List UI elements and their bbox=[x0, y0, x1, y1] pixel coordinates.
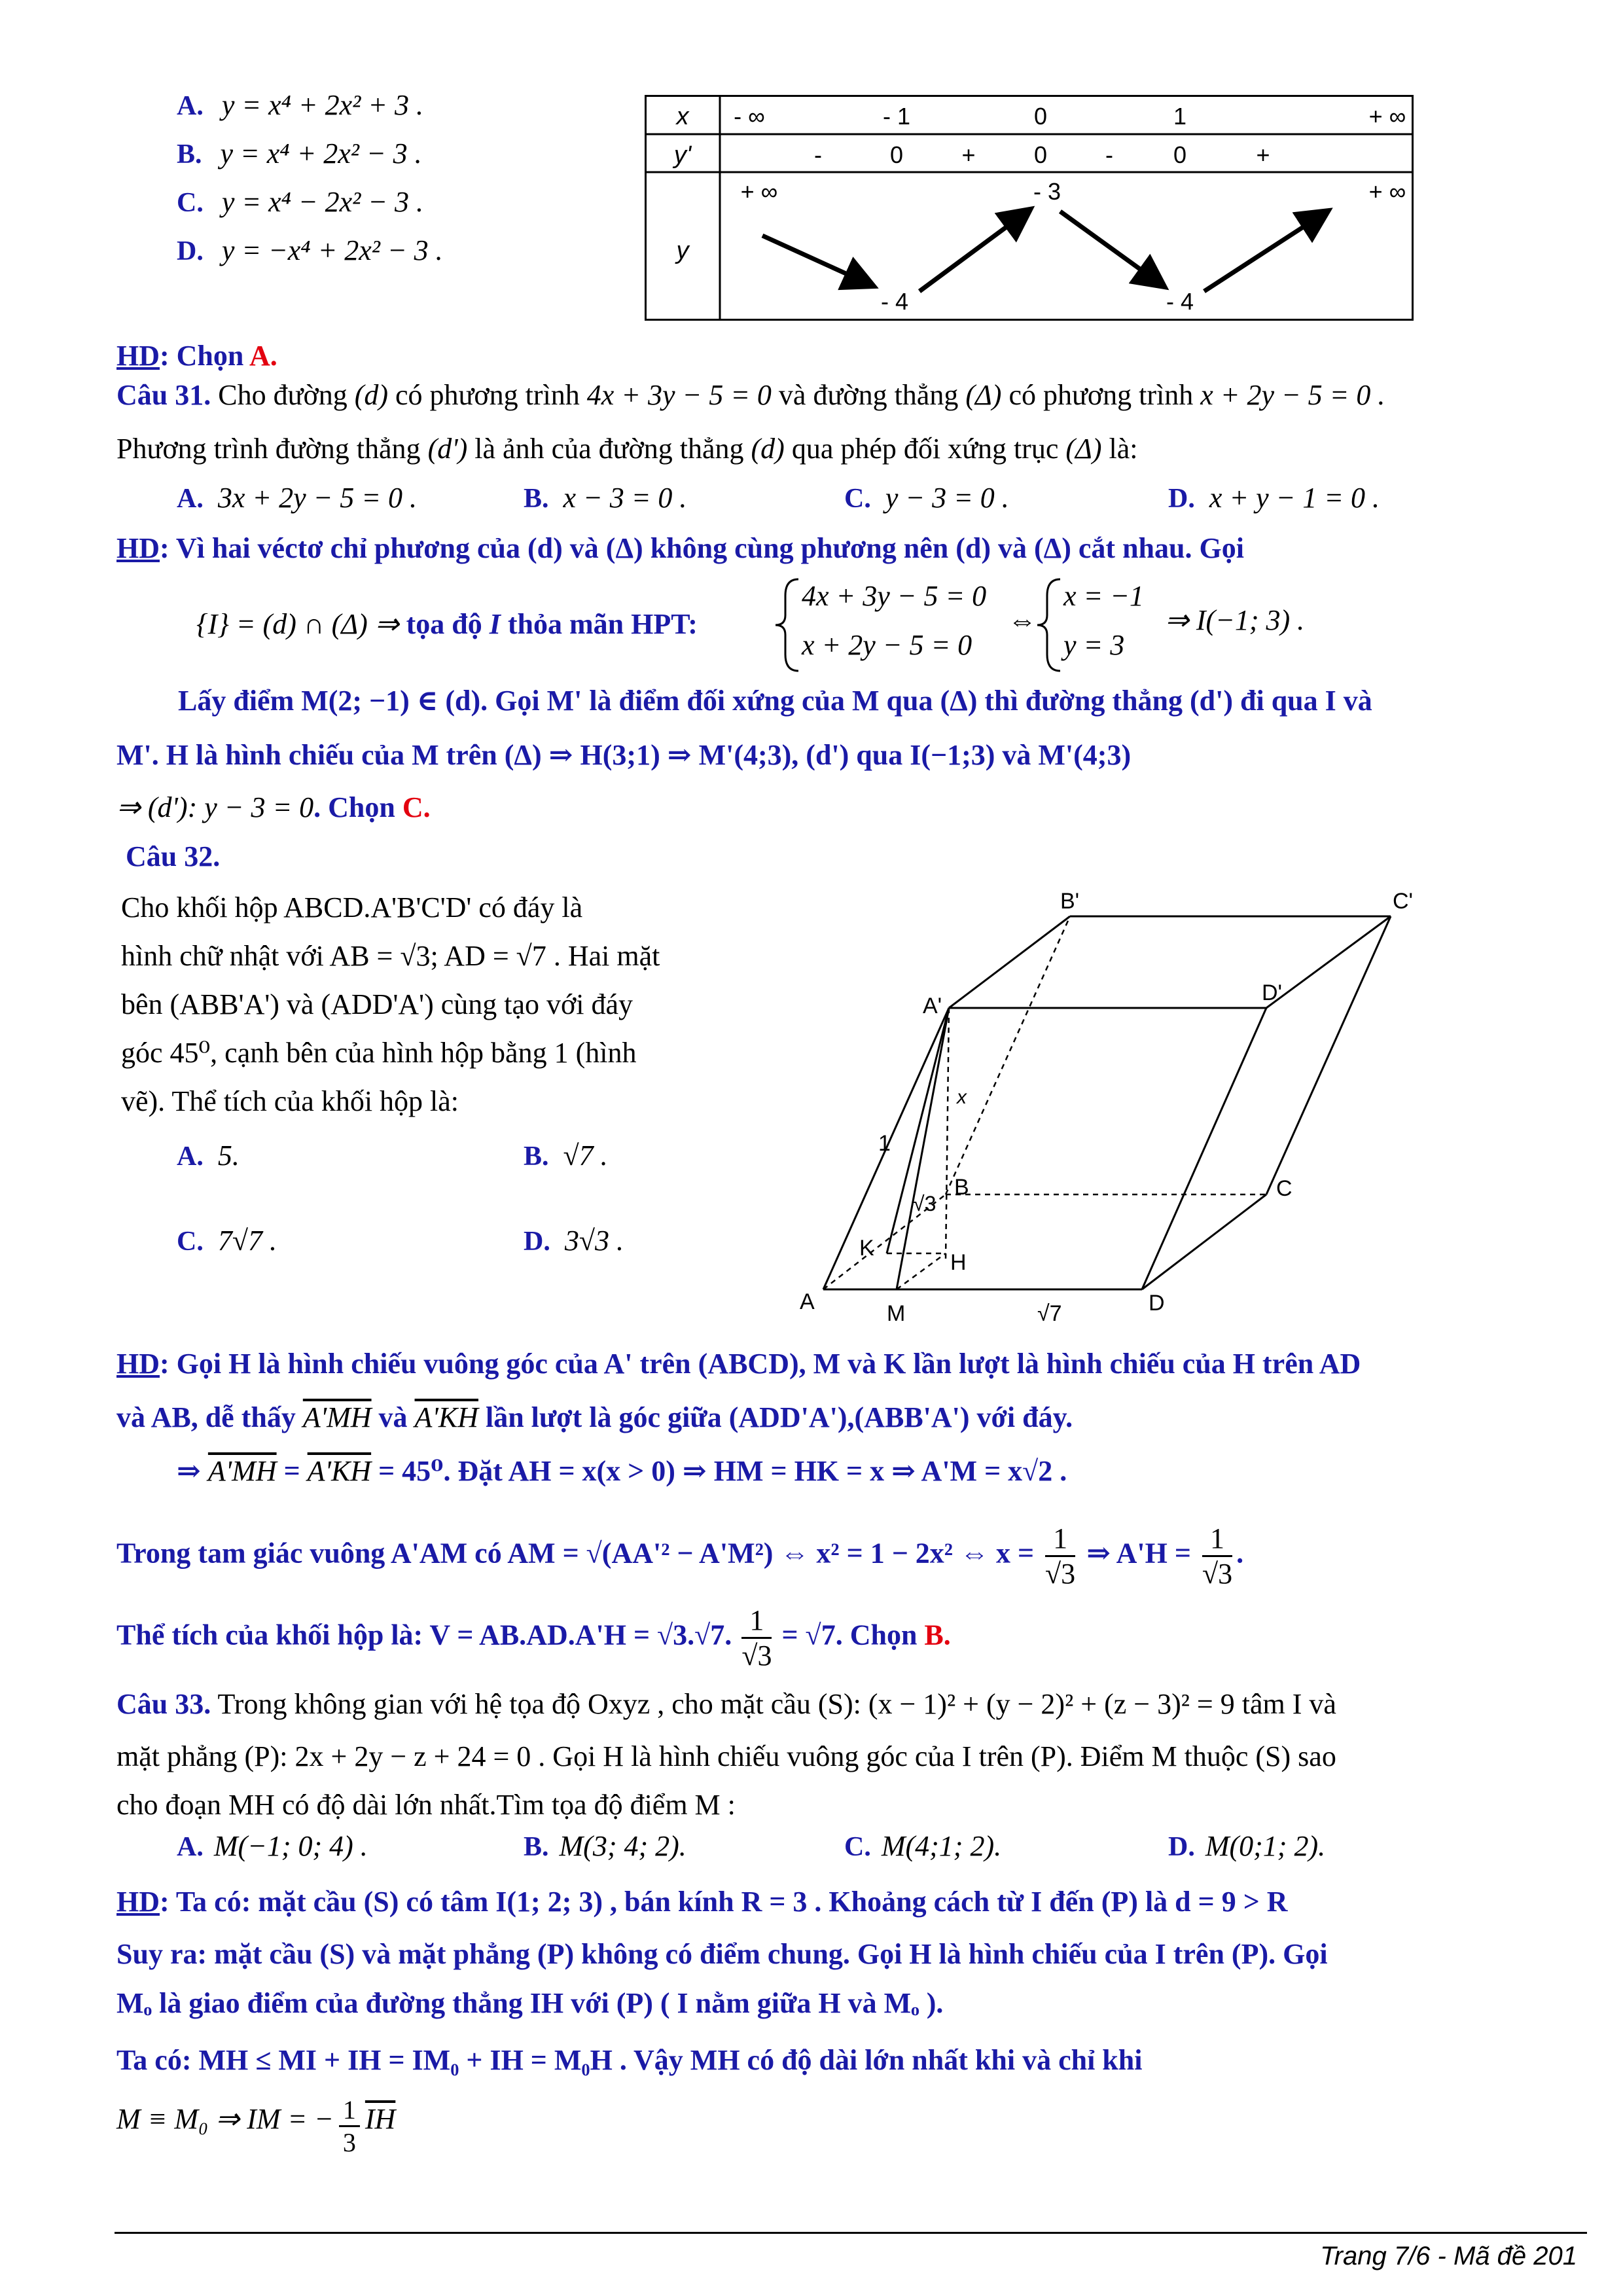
q33-hd-line5: M ≡ M₀ ⇒ IM = − $\frac{1}{3}$ $\overline{IH}$ bbox=[116, 2095, 396, 2157]
q30-option-d: D. y = −x⁴ + 2x² − 3 . bbox=[177, 234, 443, 266]
fig-label-one: 1 bbox=[878, 1131, 891, 1156]
fig-label-b-prime: B' bbox=[1060, 889, 1080, 914]
q33-hd-line4: Ta có: MH ≤ MI + IH = IM₀ + IH = M₀H . Vậy MH có độ dài lớn nhất khi và chỉ khi bbox=[116, 2044, 1143, 2076]
system-res1: x = −1 bbox=[1063, 580, 1144, 612]
q30-option-c: C. y = x⁴ − 2x² − 3 . bbox=[177, 186, 423, 218]
q32-title: Câu 32. bbox=[126, 840, 221, 872]
q32-option-a: A. 5. bbox=[177, 1139, 240, 1172]
q32-stem-line: góc 45⁰, cạnh bên của hình hộp bằng 1 (hình bbox=[121, 1037, 637, 1069]
q33-option-a: A. M(−1; 0; 4) . bbox=[177, 1830, 368, 1862]
fig-label-c: C bbox=[1276, 1176, 1293, 1201]
q32-stem-line: vẽ). Thể tích của khối hộp là: bbox=[121, 1085, 459, 1117]
q31-option-d: D. x + y − 1 = 0 . bbox=[1168, 482, 1380, 514]
system-res2: y = 3 bbox=[1063, 629, 1125, 661]
arrow-down bbox=[1060, 211, 1162, 285]
q33-hd-line1: HD: Ta có: mặt cầu (S) có tâm I(1; 2; 3) , bán kính R = 3 . Khoảng cách từ I đến (P) là d = 9 > R bbox=[116, 1886, 1288, 1918]
q33-option-b: B. M(3; 4; 2). bbox=[524, 1830, 687, 1862]
fig-label-d-prime: D' bbox=[1262, 980, 1283, 1005]
fig-label-a-prime: A' bbox=[923, 994, 942, 1018]
system-result: ⇒ I(−1; 3) . bbox=[1165, 604, 1305, 636]
q33-line1: Câu 33. Trong không gian với hệ tọa độ Oxyz , cho mặt cầu (S): (x − 1)² + (y − 2)² + (z − 3)² = 9 tâm I và bbox=[116, 1688, 1336, 1720]
fig-label-sqrt3: √3 bbox=[913, 1192, 936, 1215]
q32-hd-line5: Thể tích của khối hộp là: V = AB.AD.A'H = √3.√7. $\frac{1}{√3}$ = √7. Chọn B. bbox=[116, 1604, 951, 1672]
fig-label-a: A bbox=[800, 1289, 815, 1314]
q31-hd-line1: HD: Vì hai véctơ chỉ phương của (d) và (Δ) không cùng phương nên (d) và (Δ) cắt nhau. Gọi bbox=[116, 532, 1244, 564]
x-val: - 1 bbox=[882, 103, 911, 130]
yp-val: 0 bbox=[1033, 141, 1048, 168]
x-val: - ∞ bbox=[734, 103, 765, 130]
q30-option-b: B. y = x⁴ + 2x² − 3 . bbox=[177, 137, 422, 170]
q30-hd: HD: Chọn A. bbox=[116, 340, 277, 372]
table-y-label: y bbox=[676, 237, 689, 264]
q32-stem-line: hình chữ nhật với AB = √3; AD = √7 . Hai mặt bbox=[121, 940, 660, 972]
y-bottom-val: - 4 bbox=[880, 288, 909, 315]
q31-hd-line5: ⇒ (d'): y − 3 = 0. Chọn C. bbox=[116, 791, 431, 823]
footer-divider bbox=[115, 2232, 1587, 2234]
q33-line2: mặt phẳng (P): 2x + 2y − z + 24 = 0 . Gọi H là hình chiếu vuông góc của I trên (P). Điểm M thuộc (S) sao bbox=[116, 1740, 1336, 1772]
fig-label-k: K bbox=[859, 1236, 874, 1261]
y-top-val: + ∞ bbox=[740, 178, 778, 205]
y-top-val: + ∞ bbox=[1368, 178, 1406, 205]
q31-hd-line4: M'. H là hình chiếu của M trên (Δ) ⇒ H(3;1) ⇒ M'(4;3), (d') qua I(−1;3) và M'(4;3) bbox=[116, 739, 1132, 771]
fig-label-h: H bbox=[950, 1250, 967, 1275]
fraction: $\frac{1}{√3}$ bbox=[1202, 1522, 1233, 1590]
fig-label-b: B bbox=[954, 1175, 969, 1200]
q32-stem-line: Cho khối hộp ABCD.A'B'C'D' có đáy là bbox=[121, 891, 583, 924]
fraction: $\frac{1}{√3}$ bbox=[741, 1604, 772, 1672]
q32-hd-line4: Trong tam giác vuông A'AM có AM = √(AA'² − A'M²) ⇔ x² = 1 − 2x² ⇔ x = $\frac{1}{√3}$ ⇒ A'H = $\frac{1}{√3}$ . bbox=[116, 1522, 1244, 1590]
q32-stem-line: bên (ABB'A') và (ADD'A') cùng tạo với đáy bbox=[121, 988, 633, 1020]
q32-option-b: B. √7 . bbox=[524, 1139, 608, 1172]
q32-hd-line3: ⇒ A'MH = A'KH = 45⁰. Đặt AH = x(x > 0) ⇒ HM = HK = x ⇒ A'M = x√2 . bbox=[177, 1455, 1067, 1487]
q32-option-d: D. 3√3 . bbox=[524, 1225, 624, 1257]
variation-table bbox=[645, 95, 1414, 321]
fraction: $\frac{1}{3}$ bbox=[339, 2094, 360, 2158]
q33-option-c: C. M(4;1; 2). bbox=[844, 1830, 1002, 1862]
arrow-up bbox=[1204, 213, 1325, 291]
page-footer: Trang 7/6 - Mã đề 201 bbox=[1320, 2242, 1577, 2270]
x-val: 0 bbox=[1033, 103, 1048, 130]
q32-stem bbox=[121, 884, 660, 1126]
y-bottom-val: - 4 bbox=[1166, 288, 1194, 315]
arrow-up bbox=[919, 211, 1027, 291]
q31-line2: Phương trình đường thẳng (d') là ảnh của đường thẳng (d) qua phép đối xứng trục (Δ) là: bbox=[116, 433, 1138, 465]
q30-option-a: A. y = x⁴ + 2x² + 3 . bbox=[177, 89, 423, 121]
fig-label-sqrt7: √7 bbox=[1037, 1301, 1062, 1326]
yp-val: - bbox=[1105, 141, 1113, 168]
q31-option-c: C. y − 3 = 0 . bbox=[844, 482, 1009, 514]
yp-val: + bbox=[961, 141, 976, 168]
q32-hd-line1: HD: Gọi H là hình chiếu vuông góc của A' trên (ABCD), M và K lần lượt là hình chiếu của H trên AD bbox=[116, 1348, 1361, 1380]
q32-option-c: C. 7√7 . bbox=[177, 1225, 277, 1257]
fig-label-c-prime: C' bbox=[1393, 889, 1414, 914]
yp-val: - bbox=[814, 141, 822, 168]
system-iff: ⇔ bbox=[1008, 604, 1037, 636]
y-top-val: - 3 bbox=[1033, 178, 1061, 205]
parallelepiped-figure bbox=[785, 870, 1453, 1329]
x-val: 1 bbox=[1173, 103, 1187, 130]
system-eq2: x + 2y − 5 = 0 bbox=[802, 629, 972, 661]
q31-line1: Câu 31. Cho đường (d) có phương trình 4x + 3y − 5 = 0 và đường thẳng (Δ) có phương trình x + 2y − 5 = 0 . bbox=[116, 379, 1385, 411]
fig-label-d: D bbox=[1149, 1291, 1165, 1316]
fig-label-x: x bbox=[957, 1086, 967, 1108]
q32-hd-line2: và AB, dễ thấy A'MH và A'KH lần lượt là góc giữa (ADD'A'),(ABB'A') với đáy. bbox=[116, 1401, 1073, 1433]
q33-hd-line2: Suy ra: mặt cầu (S) và mặt phẳng (P) không có điểm chung. Gọi H là hình chiếu của I trên (P). Gọi bbox=[116, 1938, 1328, 1970]
q31-option-b: B. x − 3 = 0 . bbox=[524, 482, 687, 514]
table-x-label: x bbox=[676, 103, 689, 130]
yp-val: 0 bbox=[1173, 141, 1187, 168]
x-val: + ∞ bbox=[1368, 103, 1406, 130]
q31-hd-line3: Lấy điểm M(2; −1) ∈ (d). Gọi M' là điểm đối xứng của M qua (Δ) thì đường thẳng (d') đi qua I và bbox=[178, 685, 1372, 717]
q33-hd-line3: Mₒ là giao điểm của đường thẳng IH với (P) ( I nằm giữa H và Mₒ ). bbox=[116, 1987, 944, 2019]
fraction: $\frac{1}{√3}$ bbox=[1045, 1522, 1076, 1590]
q30-options bbox=[177, 88, 443, 282]
system-eq1: 4x + 3y − 5 = 0 bbox=[802, 580, 987, 612]
q31-option-a: A. 3x + 2y − 5 = 0 . bbox=[177, 482, 417, 514]
q33-line3: cho đoạn MH có độ dài lớn nhất.Tìm tọa độ điểm M : bbox=[116, 1789, 736, 1821]
yp-val: + bbox=[1256, 141, 1270, 168]
q31-hd-line2: {I} = (d) ∩ (Δ) ⇒ tọa độ I thỏa mãn HPT: bbox=[196, 608, 698, 640]
q33-option-d: D. M(0;1; 2). bbox=[1168, 1830, 1326, 1862]
yp-val: 0 bbox=[889, 141, 904, 168]
arrow-down bbox=[762, 236, 870, 285]
table-yprime-label: y' bbox=[673, 141, 692, 169]
fig-label-m: M bbox=[887, 1301, 906, 1326]
